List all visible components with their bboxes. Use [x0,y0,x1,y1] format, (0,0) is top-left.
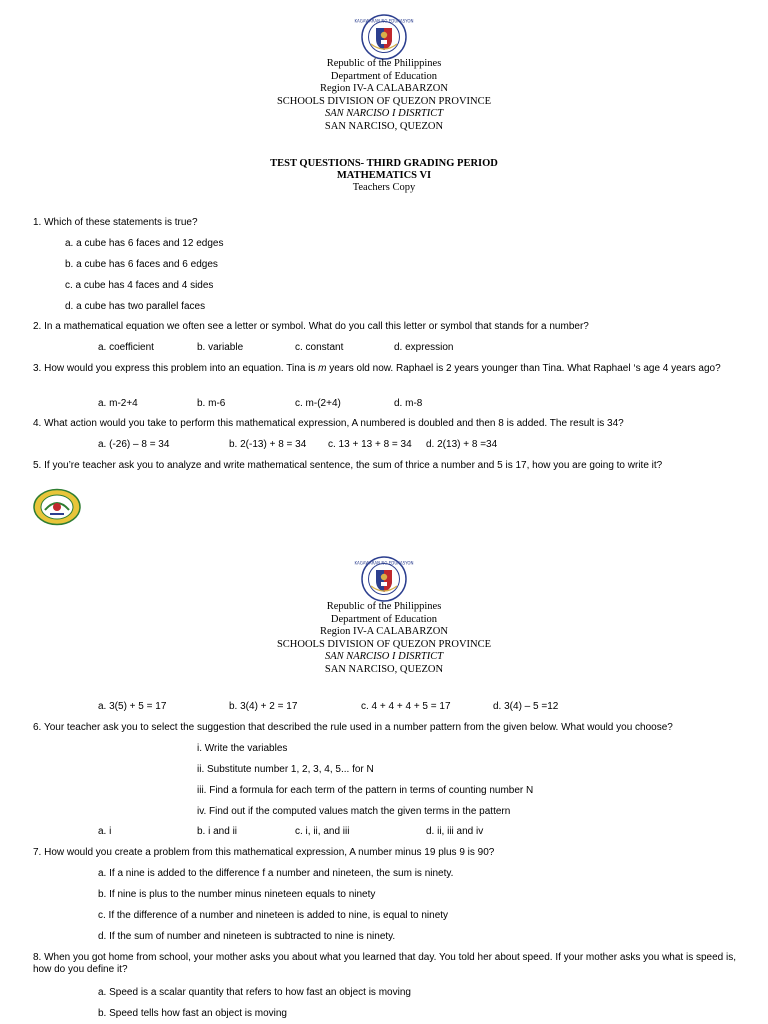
q7-option-c: c. If the difference of a number and nineteen is added to nine, is equal to ninety [98,910,449,921]
header-division: SCHOOLS DIVISION OF QUEZON PROVINCE [276,95,492,107]
header-district: SAN NARCISO I DISRTICT [324,651,444,662]
q6-option-b: b. i and ii [197,826,238,837]
header-division: SCHOOLS DIVISION OF QUEZON PROVINCE [276,638,492,650]
q6-step-i: i. Write the variables [197,743,288,754]
q6-option-a: a. i [98,826,112,837]
header-town: SAN NARCISO, QUEZON [324,120,444,132]
subject-title: MATHEMATICS VI [336,170,432,181]
q5-option-a: a. 3(5) + 5 = 17 [98,701,167,712]
q3-option-c: c. m-(2+4) [295,398,341,409]
q6-option-c: c. i, ii, and iii [295,826,350,837]
q8-option-a: a. Speed is a scalar quantity that refers to how fast an object is moving [98,987,411,998]
q1-option-b: b. a cube has 6 faces and 6 edges [65,259,218,270]
header-department: Department of Education [330,70,438,82]
q7-option-d: d. If the sum of number and nineteen is subtracted to nine is ninety. [98,931,396,942]
question-2: 2. In a mathematical equation we often see a letter or symbol. What do you call this letter or symbol that stands for a number? [33,321,589,332]
header-town: SAN NARCISO, QUEZON [324,663,444,675]
division-logo-icon [33,488,81,526]
seal-lettering: KAGAWARAN NG EDUKASYON [354,560,414,566]
deped-seal-icon [354,556,414,602]
q3-text-start: 3. How would you express this problem into an equation. Tina is [33,363,319,374]
question-8: 8. When you got home from school, your mother asks you about what you learned that day. You told her about speed. If your mother asks you what is speed is, how do you define it? [33,952,736,975]
q3-option-b: b. m-6 [197,398,226,409]
q5-option-b: b. 3(4) + 2 = 17 [229,701,298,712]
header-region: Region IV-A CALABARZON [320,626,448,637]
header-republic: Republic of the Philippines [326,601,442,612]
question-1: 1. Which of these statements is true? [33,217,198,228]
header-republic: Republic of the Philippines [326,58,442,69]
q4-option-c: c. 13 + 13 + 8 = 34 [328,439,412,450]
q8-option-b: b. Speed tells how fast an object is moving [98,1008,287,1019]
q3-text-end: years old now. Raphael is 2 years younger than Tina. What Raphael ‘s age 4 years ago? [326,363,721,374]
q4-option-d: d. 2(13) + 8 =34 [426,439,498,450]
q3-option-d: d. m-8 [394,398,423,409]
test-title-block [0,158,768,194]
header-department: Department of Education [330,613,438,625]
question-5: 5. If you’re teacher ask you to analyze and write mathematical sentence, the sum of thrice a number and 5 is 17, how you are going to write it? [33,460,663,471]
q2-option-b: b. variable [197,342,244,353]
question-7: 7. How would you create a problem from this mathematical expression, A number minus 19 plus 9 is 90? [33,847,495,858]
question-6: 6. Your teacher ask you to select the suggestion that described the rule used in a number pattern from the given below. What would you choose? [33,722,673,733]
q7-option-b: b. If nine is plus to the number minus nineteen equals to ninety [98,889,376,900]
q4-option-b: b. 2(-13) + 8 = 34 [229,439,307,450]
q6-step-iv: iv. Find out if the computed values match the given terms in the pattern [197,806,511,817]
q4-option-a: a. (-26) – 8 = 34 [98,439,170,450]
seal-lettering: KAGAWARAN NG EDUKASYON [354,18,414,24]
q6-step-ii: ii. Substitute number 1, 2, 3, 4, 5... for N [197,764,374,775]
school-header [0,58,768,133]
q2-option-a: a. coefficient [98,342,154,353]
deped-seal-icon [354,14,414,60]
q7-option-a: a. If a nine is added to the difference f a number and nineteen, the sum is ninety. [98,868,454,879]
q5-option-c: c. 4 + 4 + 4 + 5 = 17 [361,701,451,712]
header-region: Region IV-A CALABARZON [320,83,448,94]
q1-option-a: a. a cube has 6 faces and 12 edges [65,238,224,249]
q5-option-d: d. 3(4) – 5 =12 [493,701,559,712]
q6-option-d: d. ii, iii and iv [426,826,484,837]
q1-option-c: c. a cube has 4 faces and 4 sides [65,280,214,291]
q6-step-iii: iii. Find a formula for each term of the pattern in terms of counting number N [197,785,534,796]
school-header-page-2 [0,601,768,676]
q1-option-d: d. a cube has two parallel faces [65,301,206,312]
header-district: SAN NARCISO I DISRTICT [324,108,444,119]
q2-option-c: c. constant [295,342,344,353]
q2-option-d: d. expression [394,342,454,353]
q3-option-a: a. m-2+4 [98,398,138,409]
q3-variable: m [318,363,327,374]
copy-label: Teachers Copy [352,182,416,193]
test-title: TEST QUESTIONS- THIRD GRADING PERIOD [270,158,498,169]
question-4: 4. What action would you take to perform this mathematical expression, A numbered is doubled and then 8 is added. The result is 34? [33,418,624,429]
question-3 [33,363,743,375]
